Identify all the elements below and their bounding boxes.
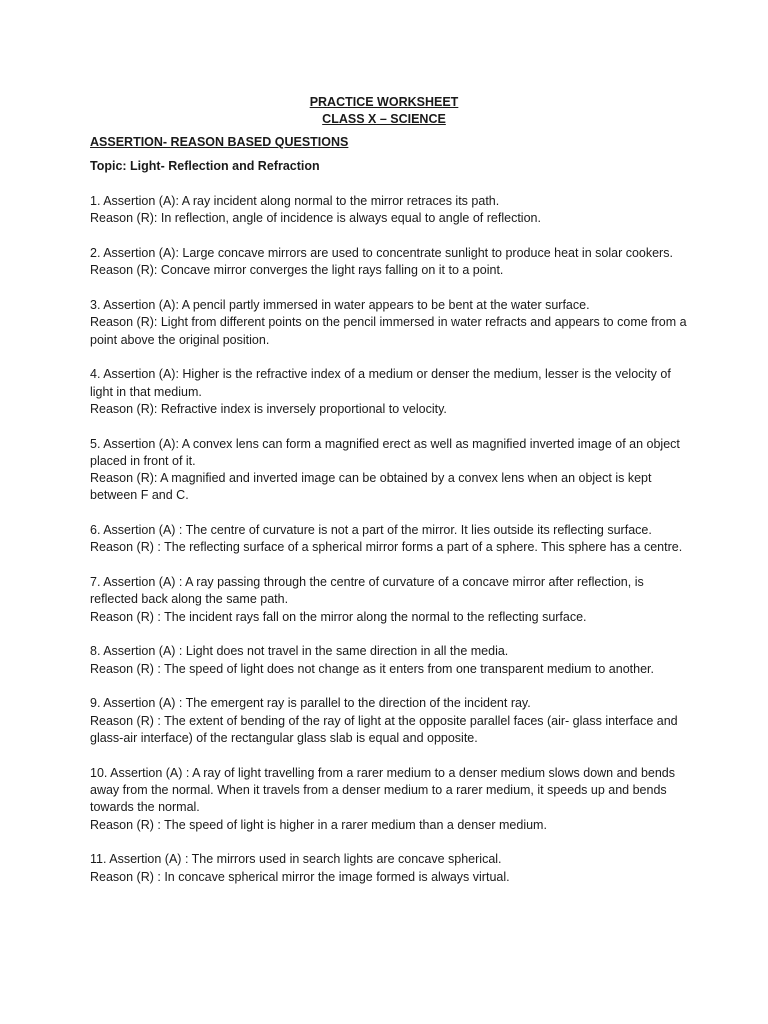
question-item [90, 436, 690, 505]
worksheet-header [0, 94, 768, 128]
reason-text: Reason (R) : The speed of light does not change as it enters from one transparent medium to another. [90, 661, 654, 676]
assertion-text: 10. Assertion (A) : A ray of light travelling from a rarer medium to a denser medium slows down and bends away from the normal. When it travels from a denser medium to a rarer medium, it speeds up and bends towards the normal. [90, 765, 675, 815]
assertion-text: 4. Assertion (A): Higher is the refractive index of a medium or denser the medium, lesser is the velocity of light in that medium. [90, 367, 671, 399]
reason-text: Reason (R) : The speed of light is higher in a rarer medium than a denser medium. [90, 817, 547, 832]
worksheet-title: PRACTICE WORKSHEET [309, 95, 459, 109]
assertion-text: 7. Assertion (A) : A ray passing through the centre of curvature of a concave mirror after reflection, is reflected back along the same path. [90, 575, 644, 607]
reason-text: Reason (R) : The incident rays fall on the mirror along the normal to the reflecting surface. [90, 609, 587, 624]
assertion-text: 3. Assertion (A): A pencil partly immersed in water appears to be bent at the water surface. [90, 297, 590, 312]
reason-text: Reason (R): Refractive index is inversely proportional to velocity. [90, 401, 447, 416]
topic-heading: Topic: Light- Reflection and Refraction [90, 159, 320, 173]
reason-text: Reason (R): A magnified and inverted image can be obtained by a convex lens when an object is kept between F and C. [90, 471, 652, 503]
reason-text: Reason (R): Concave mirror converges the light rays falling on it to a point. [90, 263, 504, 278]
reason-text: Reason (R) : In concave spherical mirror the image formed is always virtual. [90, 869, 510, 884]
section-heading: ASSERTION- REASON BASED QUESTIONS [90, 135, 349, 149]
question-item [90, 297, 690, 349]
question-item [90, 695, 690, 747]
question-item [90, 245, 690, 280]
question-item [90, 643, 690, 678]
question-item [90, 366, 690, 418]
reason-text: Reason (R) : The extent of bending of the ray of light at the opposite parallel faces (air- glass interface and glass-air interface) of the rectangular glass slab is equal and opposite. [90, 713, 678, 745]
reason-text: Reason (R): In reflection, angle of incidence is always equal to angle of reflection. [90, 211, 541, 226]
question-item [90, 765, 690, 834]
question-item [90, 193, 690, 228]
reason-text: Reason (R): Light from different points on the pencil immersed in water refracts and appears to come from a point above the original position. [90, 315, 687, 347]
assertion-text: 11. Assertion (A) : The mirrors used in search lights are concave spherical. [90, 852, 502, 867]
question-item [90, 522, 690, 557]
assertion-text: 9. Assertion (A) : The emergent ray is parallel to the direction of the incident ray. [90, 696, 531, 711]
reason-text: Reason (R) : The reflecting surface of a spherical mirror forms a part of a sphere. This sphere has a centre. [90, 540, 683, 555]
question-item [90, 851, 690, 886]
assertion-text: 5. Assertion (A): A convex lens can form a magnified erect as well as magnified inverted image of an object placed in front of it. [90, 436, 680, 468]
assertion-text: 1. Assertion (A): A ray incident along normal to the mirror retraces its path. [90, 194, 500, 208]
question-list [90, 193, 690, 903]
assertion-text: 2. Assertion (A): Large concave mirrors are used to concentrate sunlight to produce heat in solar cookers. [90, 245, 673, 260]
assertion-text: 8. Assertion (A) : Light does not travel in the same direction in all the media. [90, 644, 509, 659]
assertion-text: 6. Assertion (A) : The centre of curvature is not a part of the mirror. It lies outside its reflecting surface. [90, 523, 652, 538]
worksheet-class-subtitle: CLASS X – SCIENCE [322, 112, 446, 126]
question-item [90, 574, 690, 626]
